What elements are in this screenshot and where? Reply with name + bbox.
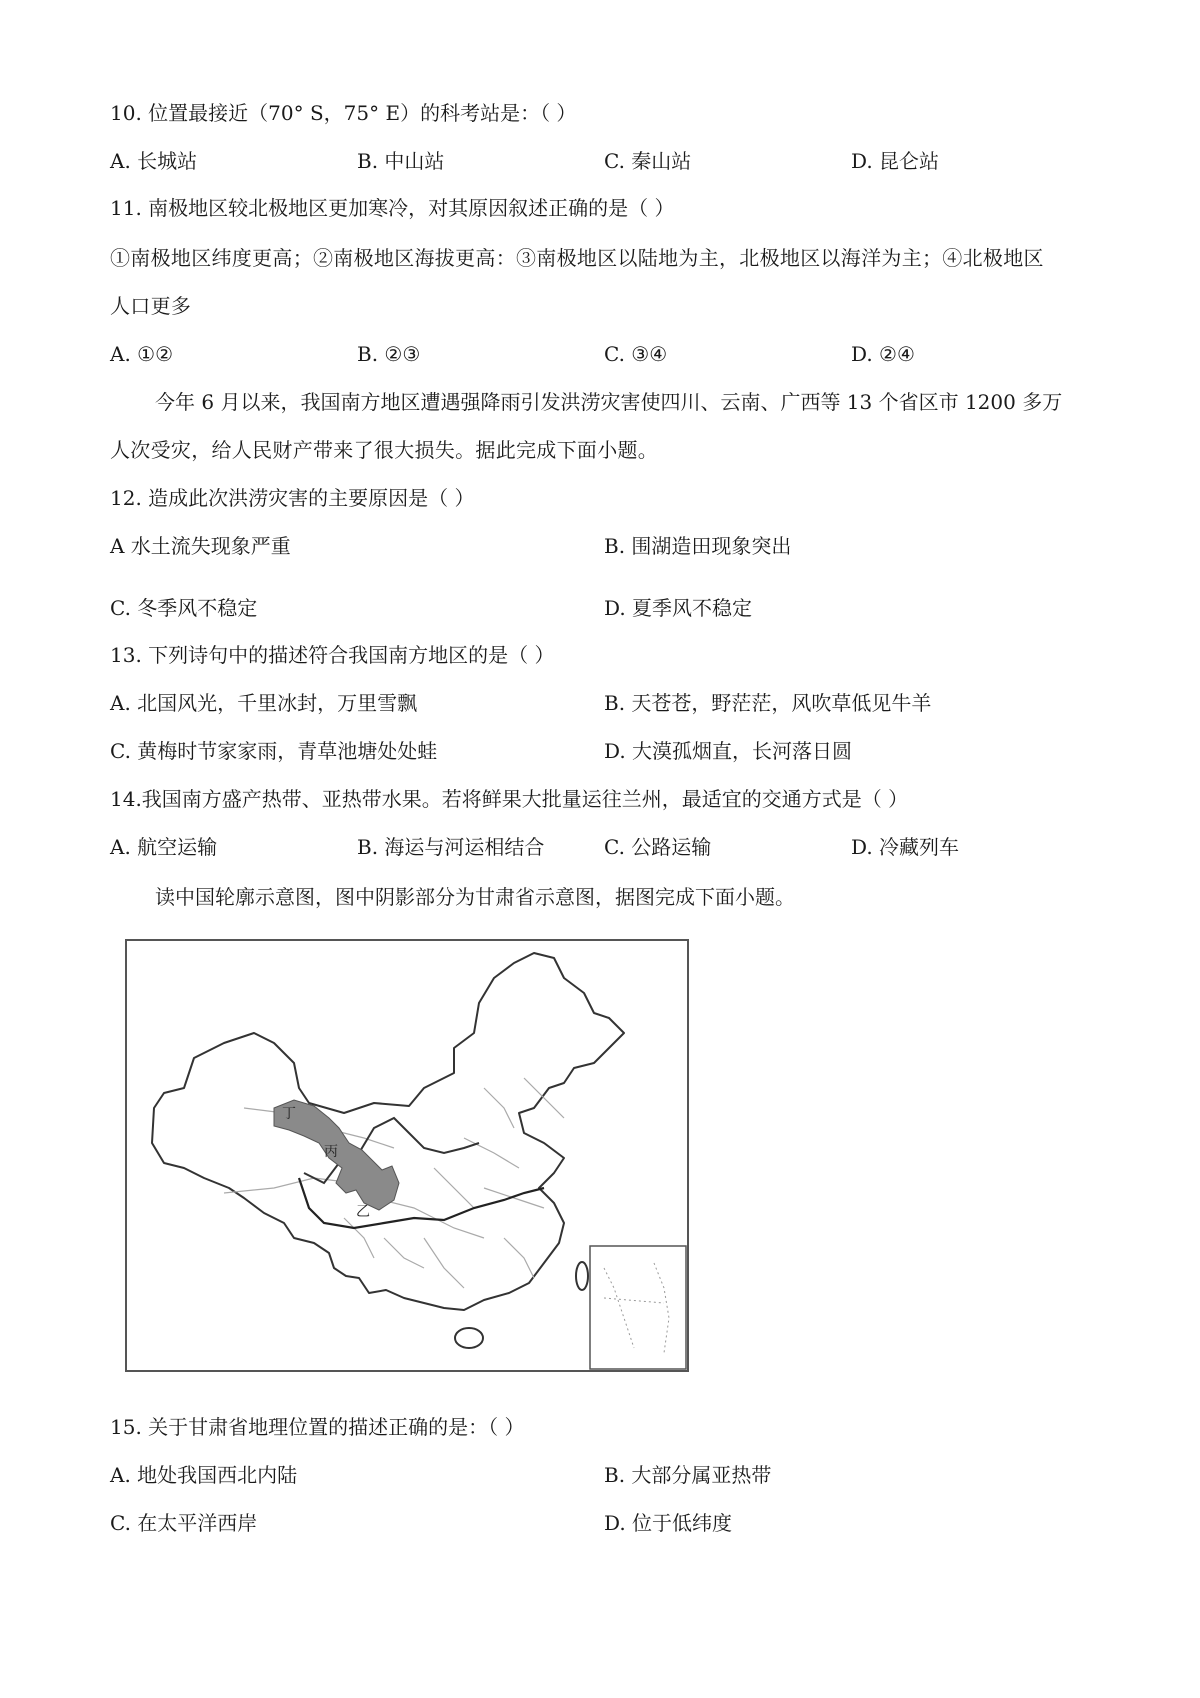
label-bing: 丙 [324,1144,338,1160]
q14-option-d: D. 冷藏列车 [851,835,960,859]
q12-option-c: C. 冬季风不稳定 [110,596,258,620]
q14-option-a: A. 航空运输 [110,835,218,859]
q12-option-d: D. 夏季风不稳定 [604,596,753,620]
q11-option-b: B. ②③ [357,342,421,366]
intro15-line1: 读中国轮廓示意图，图中阴影部分为甘肃省示意图，据图完成下面小题。 [155,885,795,909]
q10-option-d: D. 昆仑站 [851,149,940,173]
q10-option-b: B. 中山站 [357,149,445,173]
intro12-line2: 人次受灾，给人民财产带来了很大损失。据此完成下面小题。 [110,438,659,462]
q11-statement-line2: 人口更多 [110,294,192,318]
hainan-island [455,1328,483,1348]
q11-option-d: D. ②④ [851,342,915,366]
q15-option-a: A. 地处我国西北内陆 [110,1463,298,1487]
q14-stem: 14.我国南方盛产热带、亚热带水果。若将鲜果大批量运往兰州，最适宜的交通方式是（ ） [110,787,909,811]
taiwan-island [576,1262,588,1290]
q13-stem: 13. 下列诗句中的描述符合我国南方地区的是（ ） [110,643,555,667]
south-china-sea-inset [590,1246,686,1369]
q11-option-a: A. ①② [110,342,174,366]
q15-option-d: D. 位于低纬度 [604,1511,733,1535]
q15-option-b: B. 大部分属亚热带 [604,1463,772,1487]
q10-option-a: A. 长城站 [110,149,198,173]
q10-stem: 10. 位置最接近（70° S，75° E）的科考站是：（ ） [110,101,577,125]
china-outline-map [124,938,690,1373]
q12-option-a: A 水土流失现象严重 [110,534,291,558]
q13-option-d: D. 大漠孤烟直，长河落日圆 [604,739,853,763]
q11-stem: 11. 南极地区较北极地区更加寒冷，对其原因叙述正确的是（ ） [110,196,675,220]
intro12-line1: 今年 6 月以来，我国南方地区遭遇强降雨引发洪涝灾害使四川、云南、广西等 13 个省区市 1200 多万 [155,390,1063,414]
q15-option-c: C. 在太平洋西岸 [110,1511,258,1535]
q14-option-b: B. 海运与河运相结合 [357,835,545,859]
q12-option-b: B. 围湖造田现象突出 [604,534,792,558]
q12-stem: 12. 造成此次洪涝灾害的主要原因是（ ） [110,486,475,510]
q10-option-c: C. 秦山站 [604,149,692,173]
q11-option-c: C. ③④ [604,342,668,366]
q15-stem: 15. 关于甘肃省地理位置的描述正确的是：（ ） [110,1415,525,1439]
q11-statement-line1: ①南极地区纬度更高；②南极地区海拔更高：③南极地区以陆地为主，北极地区以海洋为主；④北极地区 [110,246,1044,270]
q13-option-b: B. 天苍苍，野茫茫，风吹草低见牛羊 [604,691,932,715]
q14-option-c: C. 公路运输 [604,835,712,859]
label-ding: 丁 [282,1106,296,1122]
q13-option-a: A. 北国风光，千里冰封，万里雪飘 [110,691,418,715]
q13-option-c: C. 黄梅时节家家雨，青草池塘处处蛙 [110,739,438,763]
label-yi: 乙 [356,1204,370,1220]
